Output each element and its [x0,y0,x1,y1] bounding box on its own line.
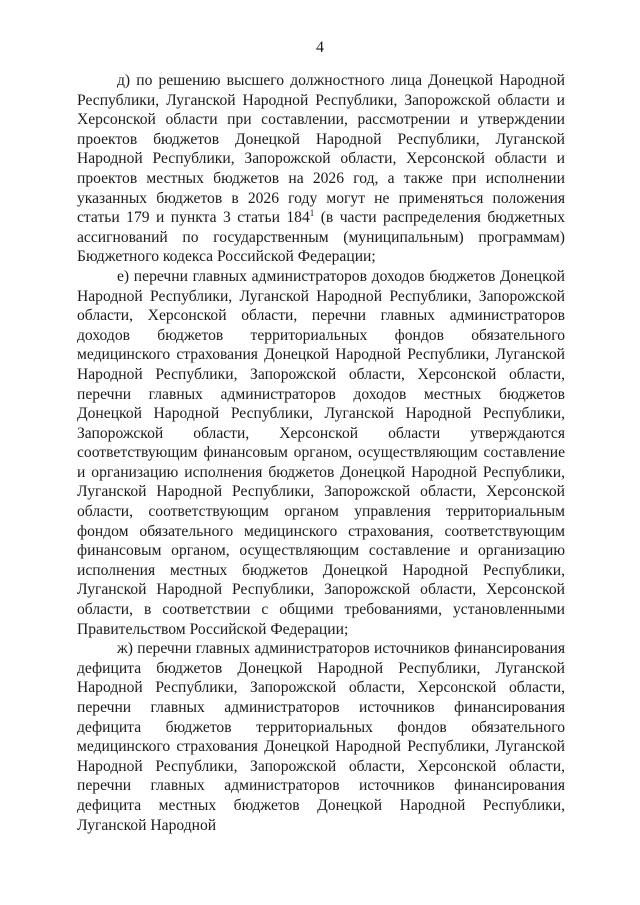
paragraph-e: е) перечни главных администраторов доходов бюджетов Донецкой Народной Республики, Луганской Народной Республики, Запорожской области, Херсонской области, перечни главных администраторов доходов бюджетов территориальных фондов обязательного медицинского страхования Донецкой Народной Республики, Луганской Народной Республики, Запорожской области, Херсонской области, перечни главных администраторов доходов местных бюджетов Донецкой Народной Республики, Луганской Народной Республики, Запорожской области, Херсонской области утверждаются соответствующим финансовым органом, осуществляющим составление и организацию исполнения бюджетов Донецкой Народной Республики, Луганской Народной Республики, Запорожской области, Херсонской области, соответствующим органом управления территориальным фондом обязательного медицинского страхования, соответствующим финансовым органом, осуществляющим составление и организацию исполнения местных бюджетов Донецкой Народной Республики, Луганской Народной Республики, Запорожской области, Херсонской области, в соответствии с общими требованиями, установленными Правительством Российской Федерации; [77,267,565,638]
paragraph-zh: ж) перечни главных администраторов источников финансирования дефицита бюджетов Донецкой Народной Республики, Луганской Народной Республики, Запорожской области, Херсонской области, перечни главных администраторов источников финансирования дефицита бюджетов территориальных фондов обязательного медицинского страхования Донецкой Народной Республики, Луганской Народной Республики, Запорожской области, Херсонской области, перечни главных администраторов источников финансирования дефицита местных бюджетов Донецкой Народной Республики, Луганской Народной [77,640,565,834]
paragraph-d [77,71,565,267]
document-body [77,71,565,835]
paragraph-d-text: д) по решению высшего должностного лица Донецкой Народной Республики, Луганской Народной Республики, Запорожской области и Херсонской области при составлении, рассмотрении и утверждении проектов бюджетов Донецкой Народной Республики, Луганской Народной Республики, Запорожской области, Херсонской области и проектов местных бюджетов на 2026 год, а также при исполнении указанных бюджетов в 2026 году могут не применяться положения статьи 179 и пункта 3 статьи 184 [77,72,565,227]
page-number: 4 [316,39,324,56]
superscript-marker: 1 [309,208,315,219]
paragraph-d-text-continued: (в части распределения бюджетных ассигнований по государственным (муниципальным) программам) Бюджетного кодекса Российской Федерации; [77,209,566,266]
